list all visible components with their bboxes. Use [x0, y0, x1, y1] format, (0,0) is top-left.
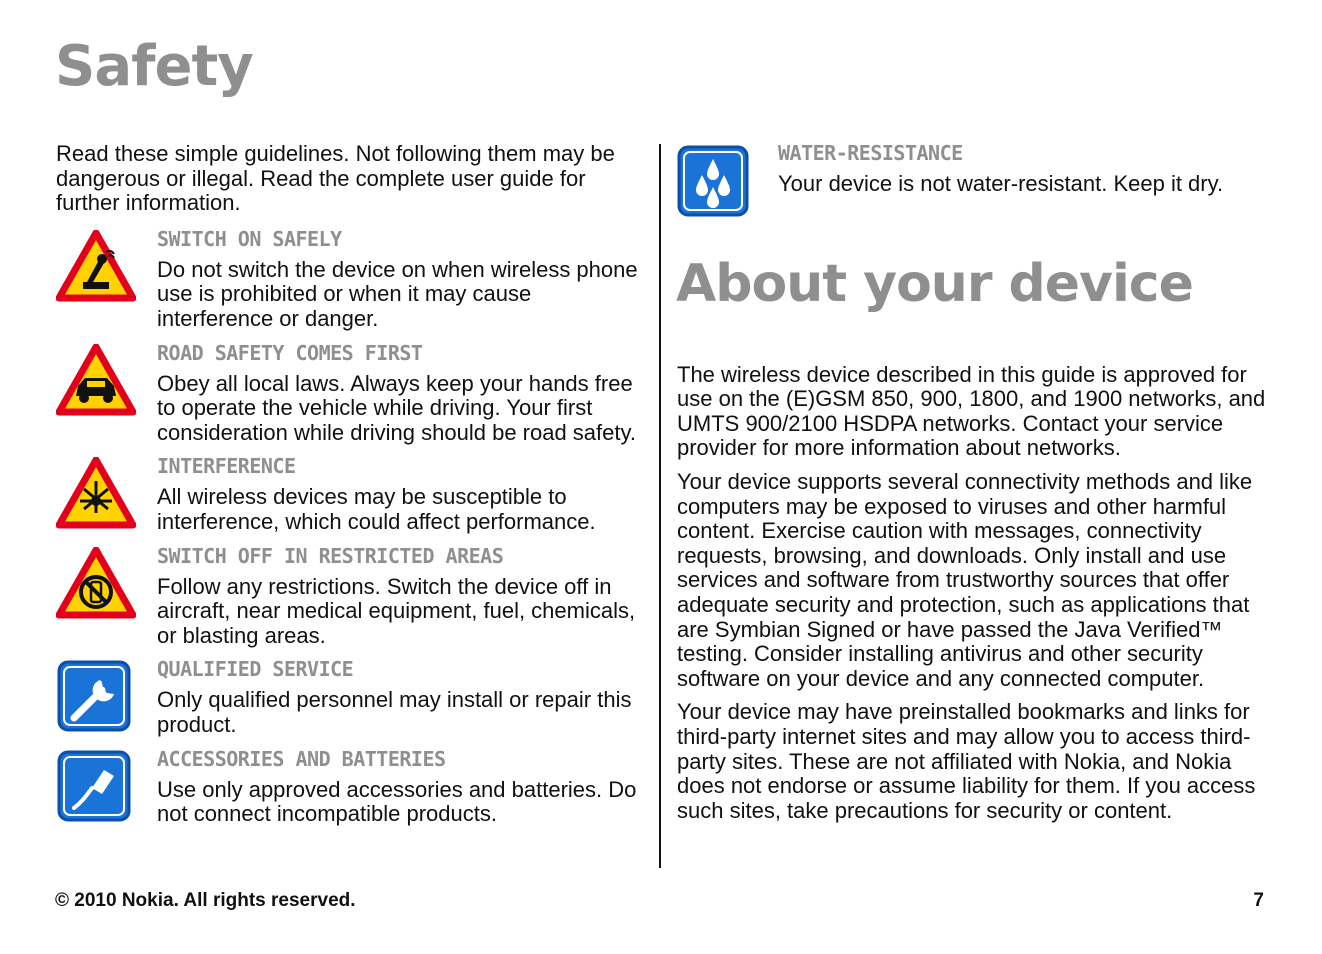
column-divider	[659, 144, 661, 868]
safety-item-heading: ACCESSORIES AND BATTERIES	[157, 746, 446, 771]
safety-item-road-safety	[56, 342, 646, 446]
interference-warning-icon	[56, 457, 136, 529]
safety-item-text: Use only approved accessories and batteries. Do not connect incompatible products.	[157, 776, 637, 827]
safety-item-qualified-service	[56, 658, 646, 737]
safety-item-text: All wireless devices may be susceptible to interference, which could affect performance.	[157, 484, 596, 534]
safety-item-heading: ROAD SAFETY COMES FIRST	[157, 340, 423, 365]
safety-item-heading: SWITCH OFF IN RESTRICTED AREAS	[157, 543, 504, 568]
about-paragraph: The wireless device described in this guide is approved for use on the (E)GSM 850, 900, 1800, and 1900 networks, and UMTS 900/2100 HSDPA networks. Contact your service provider for more information about networks.	[677, 361, 1266, 461]
safety-item-heading: SWITCH ON SAFELY	[157, 226, 342, 251]
connector-plug-icon	[56, 750, 136, 822]
car-warning-icon	[56, 344, 136, 416]
safety-item-text: Only qualified personnel may install or repair this product.	[157, 687, 632, 737]
safety-item-heading: WATER-RESISTANCE	[778, 141, 963, 165]
wrench-icon	[56, 660, 136, 732]
safety-title: Safety	[55, 34, 253, 99]
safety-item-text: Your device is not water-resistant. Keep it dry.	[778, 171, 1224, 196]
no-phone-warning-icon	[56, 547, 136, 619]
footer-copyright: © 2010 Nokia. All rights reserved.	[55, 890, 356, 911]
safety-item-interference	[56, 455, 646, 534]
safety-item-water-resistance	[677, 142, 1269, 197]
safety-column	[56, 142, 646, 837]
safety-item-accessories	[56, 748, 646, 827]
safety-item-heading: QUALIFIED SERVICE	[157, 657, 354, 682]
about-paragraph: Your device may have preinstalled bookmarks and links for third-party internet sites and may allow you to access third-party sites. These are not affiliated with Nokia, and Nokia does not endorse or assume liability for them. If you access such sites, take precautions for security or content.	[677, 699, 1256, 823]
page-number: 7	[1253, 890, 1264, 911]
safety-item-text: Do not switch the device on when wireless phone use is prohibited or when it may cause interference or danger.	[157, 256, 638, 331]
safety-item-text: Follow any restrictions. Switch the device off in aircraft, near medical equipment, fuel, chemicals, or blasting areas.	[157, 573, 636, 648]
about-paragraph: Your device supports several connectivity methods and like computers may be exposed to viruses and other harmful content. Exercise caution with messages, connectivity requests, browsing, and downloads. Only install and use services and software from trustworthy sources that offer adequate security and protection, such as applications that are Symbian Signed or have passed the Java Verified™ testing. Consider installing antivirus and other security software on your device and any connected computer.	[677, 468, 1253, 691]
safety-item-restricted-areas	[56, 545, 646, 649]
switch-on-safely-warning-icon	[56, 230, 136, 302]
safety-item-text: Obey all local laws. Always keep your hands free to operate the vehicle while driving. Your first consideration while driving should be road safety.	[157, 370, 636, 445]
about-title: About your device	[676, 254, 1193, 314]
safety-intro: Read these simple guidelines. Not following them may be dangerous or illegal. Read the complete user guide for further information.	[56, 141, 615, 216]
safety-item-switch-on-safely	[56, 228, 646, 332]
water-drops-icon	[677, 145, 749, 217]
safety-item-heading: INTERFERENCE	[157, 454, 296, 479]
right-column	[677, 142, 1269, 832]
